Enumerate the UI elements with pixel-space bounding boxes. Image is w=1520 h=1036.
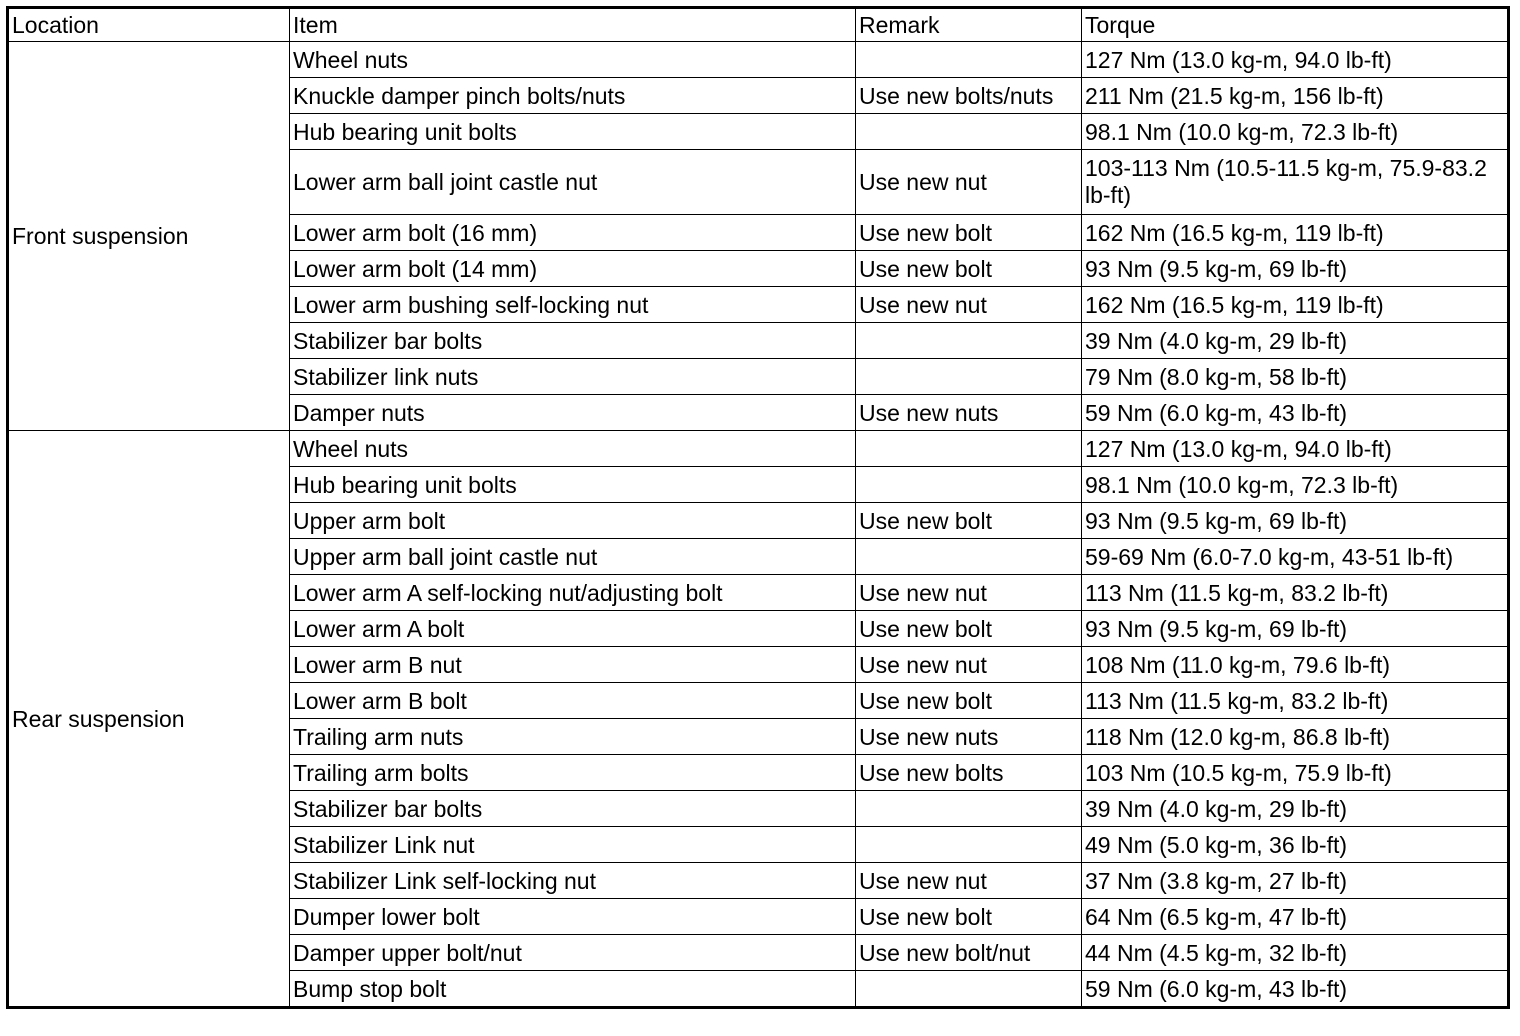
- remark-cell: Use new bolt: [856, 899, 1082, 935]
- item-cell: Lower arm bushing self-locking nut: [290, 287, 856, 323]
- torque-cell: 59-69 Nm (6.0-7.0 kg-m, 43-51 lb-ft): [1082, 539, 1509, 575]
- location-rear-suspension: Rear suspension: [8, 431, 290, 1008]
- remark-cell: [856, 431, 1082, 467]
- item-cell: Stabilizer bar bolts: [290, 791, 856, 827]
- torque-cell: 162 Nm (16.5 kg-m, 119 lb-ft): [1082, 287, 1509, 323]
- torque-cell: 103 Nm (10.5 kg-m, 75.9 lb-ft): [1082, 755, 1509, 791]
- remark-cell: Use new bolt: [856, 215, 1082, 251]
- remark-cell: Use new bolt: [856, 251, 1082, 287]
- header-item: Item: [290, 8, 856, 42]
- remark-cell: Use new nut: [856, 287, 1082, 323]
- torque-cell: 39 Nm (4.0 kg-m, 29 lb-ft): [1082, 791, 1509, 827]
- torque-cell: 113 Nm (11.5 kg-m, 83.2 lb-ft): [1082, 575, 1509, 611]
- remark-cell: Use new nuts: [856, 395, 1082, 431]
- item-cell: Hub bearing unit bolts: [290, 114, 856, 150]
- remark-cell: Use new nut: [856, 863, 1082, 899]
- torque-cell: 39 Nm (4.0 kg-m, 29 lb-ft): [1082, 323, 1509, 359]
- remark-cell: [856, 323, 1082, 359]
- torque-cell: 64 Nm (6.5 kg-m, 47 lb-ft): [1082, 899, 1509, 935]
- table-row: [8, 431, 1509, 467]
- item-cell: Upper arm ball joint castle nut: [290, 539, 856, 575]
- remark-cell: Use new bolt: [856, 683, 1082, 719]
- item-cell: Lower arm bolt (16 mm): [290, 215, 856, 251]
- torque-cell: 113 Nm (11.5 kg-m, 83.2 lb-ft): [1082, 683, 1509, 719]
- remark-cell: [856, 359, 1082, 395]
- location-front-suspension: Front suspension: [8, 42, 290, 431]
- item-cell: Knuckle damper pinch bolts/nuts: [290, 78, 856, 114]
- item-cell: Upper arm bolt: [290, 503, 856, 539]
- remark-cell: [856, 791, 1082, 827]
- item-cell: Lower arm B bolt: [290, 683, 856, 719]
- item-cell: Damper upper bolt/nut: [290, 935, 856, 971]
- remark-cell: Use new bolt: [856, 611, 1082, 647]
- item-cell: Hub bearing unit bolts: [290, 467, 856, 503]
- remark-cell: Use new bolts/nuts: [856, 78, 1082, 114]
- torque-cell: 93 Nm (9.5 kg-m, 69 lb-ft): [1082, 251, 1509, 287]
- item-cell: Trailing arm nuts: [290, 719, 856, 755]
- torque-cell: 211 Nm (21.5 kg-m, 156 lb-ft): [1082, 78, 1509, 114]
- torque-cell: 49 Nm (5.0 kg-m, 36 lb-ft): [1082, 827, 1509, 863]
- torque-cell: 108 Nm (11.0 kg-m, 79.6 lb-ft): [1082, 647, 1509, 683]
- torque-cell: 37 Nm (3.8 kg-m, 27 lb-ft): [1082, 863, 1509, 899]
- torque-cell: 162 Nm (16.5 kg-m, 119 lb-ft): [1082, 215, 1509, 251]
- item-cell: Wheel nuts: [290, 431, 856, 467]
- remark-cell: [856, 467, 1082, 503]
- table-row: [8, 42, 1509, 78]
- torque-cell: 79 Nm (8.0 kg-m, 58 lb-ft): [1082, 359, 1509, 395]
- item-cell: Wheel nuts: [290, 42, 856, 78]
- remark-cell: [856, 827, 1082, 863]
- item-cell: Lower arm A self-locking nut/adjusting bolt: [290, 575, 856, 611]
- remark-cell: Use new nuts: [856, 719, 1082, 755]
- torque-cell: 59 Nm (6.0 kg-m, 43 lb-ft): [1082, 971, 1509, 1008]
- torque-cell: 127 Nm (13.0 kg-m, 94.0 lb-ft): [1082, 431, 1509, 467]
- header-torque: Torque: [1082, 8, 1509, 42]
- item-cell: Lower arm bolt (14 mm): [290, 251, 856, 287]
- item-cell: Trailing arm bolts: [290, 755, 856, 791]
- header-location: Location: [8, 8, 290, 42]
- remark-cell: [856, 539, 1082, 575]
- remark-cell: Use new nut: [856, 575, 1082, 611]
- torque-cell: 93 Nm (9.5 kg-m, 69 lb-ft): [1082, 503, 1509, 539]
- remark-cell: Use new nut: [856, 647, 1082, 683]
- torque-cell: 59 Nm (6.0 kg-m, 43 lb-ft): [1082, 395, 1509, 431]
- torque-cell: 127 Nm (13.0 kg-m, 94.0 lb-ft): [1082, 42, 1509, 78]
- remark-cell: Use new bolts: [856, 755, 1082, 791]
- item-cell: Lower arm A bolt: [290, 611, 856, 647]
- remark-cell: [856, 114, 1082, 150]
- torque-cell: 93 Nm (9.5 kg-m, 69 lb-ft): [1082, 611, 1509, 647]
- item-cell: Dumper lower bolt: [290, 899, 856, 935]
- torque-cell: 44 Nm (4.5 kg-m, 32 lb-ft): [1082, 935, 1509, 971]
- remark-cell: Use new nut: [856, 150, 1082, 215]
- item-cell: Stabilizer Link nut: [290, 827, 856, 863]
- item-cell: Lower arm ball joint castle nut: [290, 150, 856, 215]
- torque-specification-table: [6, 6, 1510, 1009]
- remark-cell: [856, 42, 1082, 78]
- remark-cell: [856, 971, 1082, 1008]
- remark-cell: Use new bolt: [856, 503, 1082, 539]
- header-remark: Remark: [856, 8, 1082, 42]
- torque-cell: 103-113 Nm (10.5-11.5 kg-m, 75.9-83.2 lb-ft): [1082, 150, 1509, 215]
- item-cell: Stabilizer bar bolts: [290, 323, 856, 359]
- item-cell: Lower arm B nut: [290, 647, 856, 683]
- remark-cell: Use new bolt/nut: [856, 935, 1082, 971]
- torque-cell: 118 Nm (12.0 kg-m, 86.8 lb-ft): [1082, 719, 1509, 755]
- item-cell: Stabilizer Link self-locking nut: [290, 863, 856, 899]
- item-cell: Bump stop bolt: [290, 971, 856, 1008]
- item-cell: Damper nuts: [290, 395, 856, 431]
- item-cell: Stabilizer link nuts: [290, 359, 856, 395]
- torque-cell: 98.1 Nm (10.0 kg-m, 72.3 lb-ft): [1082, 114, 1509, 150]
- header-row: [8, 8, 1509, 42]
- torque-cell: 98.1 Nm (10.0 kg-m, 72.3 lb-ft): [1082, 467, 1509, 503]
